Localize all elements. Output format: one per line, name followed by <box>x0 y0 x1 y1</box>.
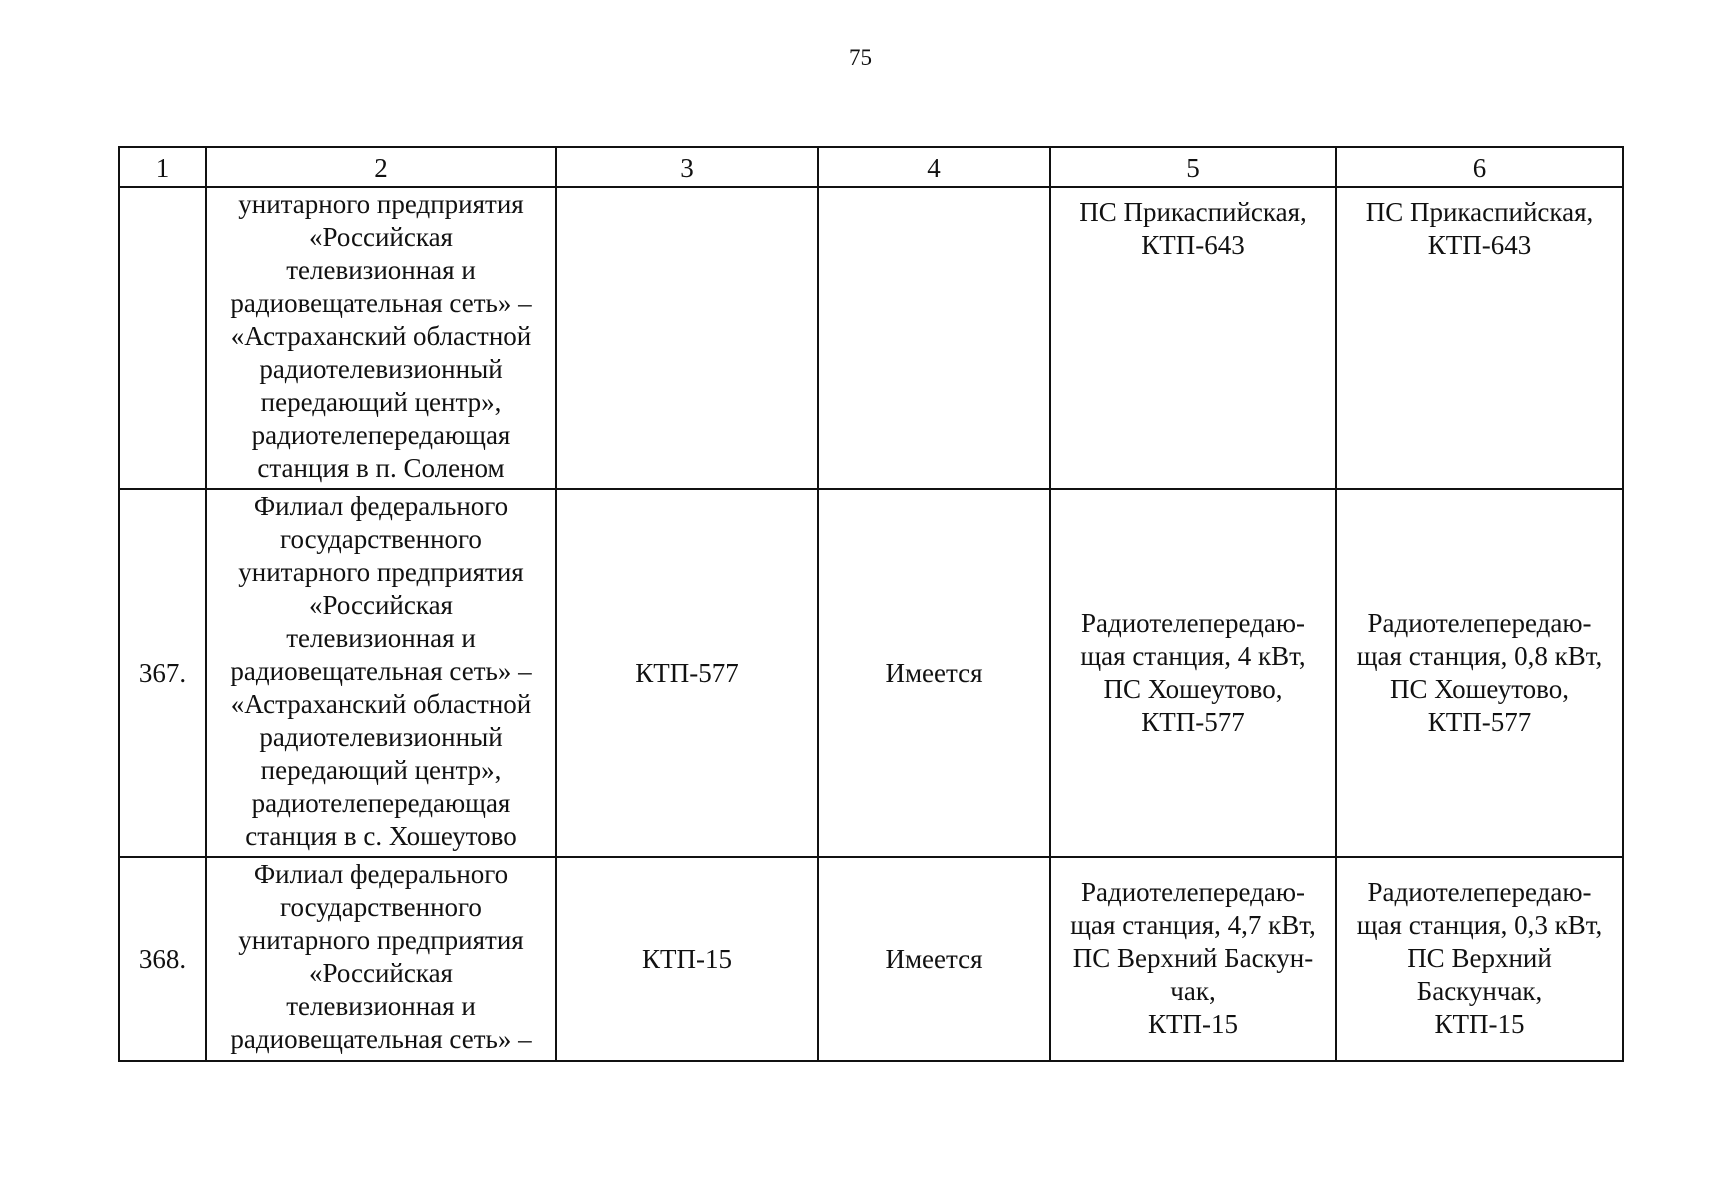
cell-text-line: телевизионная и <box>286 255 476 285</box>
cell-text-line: ПС Прикаспийская, <box>1365 197 1594 227</box>
cell-text-line: «Российская <box>309 958 453 988</box>
connection-point-cell <box>1050 489 1336 857</box>
cell-text-line: КТП-15 <box>1434 1009 1525 1039</box>
substation-cell <box>556 857 818 1061</box>
availability-cell <box>818 489 1050 857</box>
substation-cell <box>556 489 818 857</box>
cell-text-line: радиовещательная сеть» – <box>230 1024 532 1054</box>
organization-cell <box>206 489 556 857</box>
cell-text-line: Радиотелепередаю- <box>1080 877 1305 907</box>
cell-text-line: радиотелепередающая <box>251 420 511 450</box>
cell-text-line: радиотелевизионный <box>259 722 503 752</box>
substation-cell <box>556 187 818 489</box>
cell-text-line: унитарного предприятия <box>238 189 524 219</box>
cell-text-line: щая станция, 4,7 кВт, <box>1070 910 1316 940</box>
connection-point-cell <box>1050 187 1336 489</box>
cell-text-line: Имеется <box>885 657 983 688</box>
cell-text-line: КТП-577 <box>635 657 739 688</box>
cell-text-line: КТП-577 <box>1141 707 1245 737</box>
row-number-cell: 368. <box>119 857 206 1061</box>
table-row <box>119 187 1623 489</box>
table-row <box>119 489 1623 857</box>
cell-text-line: телевизионная и <box>286 991 476 1021</box>
cell-text-line: Имеется <box>885 943 983 974</box>
cell-text-line: Радиотелепередаю- <box>1080 608 1305 638</box>
cell-text-line: КТП-15 <box>1148 1009 1238 1039</box>
cell-text-line: Радиотелепередаю- <box>1367 877 1592 907</box>
cell-text-line: КТП-577 <box>1427 707 1532 737</box>
cell-text-line: «Российская <box>309 222 453 252</box>
cell-text-line: Филиал федерального <box>253 491 509 521</box>
cell-text-line: КТП-15 <box>642 943 732 974</box>
header-cell-1: 1 <box>119 147 206 187</box>
cell-text-line: ПС Верхний Баскун- <box>1072 943 1314 973</box>
cell-text-line: «Российская <box>309 590 453 620</box>
cell-text-line: щая станция, 0,8 кВт, <box>1356 641 1603 671</box>
cell-text-line: КТП-643 <box>1141 230 1245 260</box>
page-number: 75 <box>849 45 872 70</box>
cell-text-line: Радиотелепередаю- <box>1367 608 1592 638</box>
cell-text-line: радиовещательная сеть» – <box>230 288 532 318</box>
cell-text-line: чак, <box>1170 976 1216 1006</box>
header-cell-2: 2 <box>206 147 556 187</box>
cell-text-line: Филиал федерального <box>253 859 509 889</box>
cell-text-line: унитарного предприятия <box>238 557 524 587</box>
availability-cell <box>818 187 1050 489</box>
cell-text-line: «Астраханский областной <box>230 321 532 351</box>
cell-text-line: ПС Прикаспийская, <box>1079 197 1307 227</box>
header-cell-4: 4 <box>818 147 1050 187</box>
table-row <box>119 857 1623 1061</box>
cell-text-line: радиотелепередающая <box>251 788 511 818</box>
organization-cell <box>206 857 556 1061</box>
reserve-connection-cell <box>1336 489 1623 857</box>
cell-text-line: станция в с. Хошеутово <box>245 821 517 851</box>
reserve-connection-cell <box>1336 857 1623 1061</box>
cell-text-line: щая станция, 4 кВт, <box>1080 641 1306 671</box>
header-cell-5: 5 <box>1050 147 1336 187</box>
cell-text-line: КТП-643 <box>1427 230 1532 260</box>
cell-text-line: передающий центр», <box>260 755 502 785</box>
cell-text-line: «Астраханский областной <box>230 689 532 719</box>
row-number-cell: 367. <box>119 489 206 857</box>
connection-point-cell <box>1050 857 1336 1061</box>
header-row <box>119 147 1623 187</box>
cell-text-line: ПС Хошеутово, <box>1390 674 1569 704</box>
header-cell-6: 6 <box>1336 147 1623 187</box>
cell-text-line: унитарного предприятия <box>238 925 524 955</box>
reserve-connection-cell <box>1336 187 1623 489</box>
cell-text-line: радиотелевизионный <box>259 354 503 384</box>
availability-cell <box>818 857 1050 1061</box>
cell-text-line: ПС Верхний <box>1407 943 1552 973</box>
cell-text-line: телевизионная и <box>286 623 476 653</box>
header-cell-3: 3 <box>556 147 818 187</box>
cell-text-line: Баскунчак, <box>1416 976 1543 1006</box>
row-number-cell <box>119 187 206 489</box>
cell-text-line: ПС Хошеутово, <box>1103 674 1283 704</box>
cell-text-line: государственного <box>280 524 482 554</box>
organization-cell <box>206 187 556 489</box>
cell-text-line: станция в п. Соленом <box>257 453 505 483</box>
cell-text-line: радиовещательная сеть» – <box>230 656 532 686</box>
cell-text-line: государственного <box>280 892 482 922</box>
cell-text-line: щая станция, 0,3 кВт, <box>1356 910 1603 940</box>
cell-text-line: передающий центр», <box>260 387 502 417</box>
data-table <box>118 146 1624 1062</box>
